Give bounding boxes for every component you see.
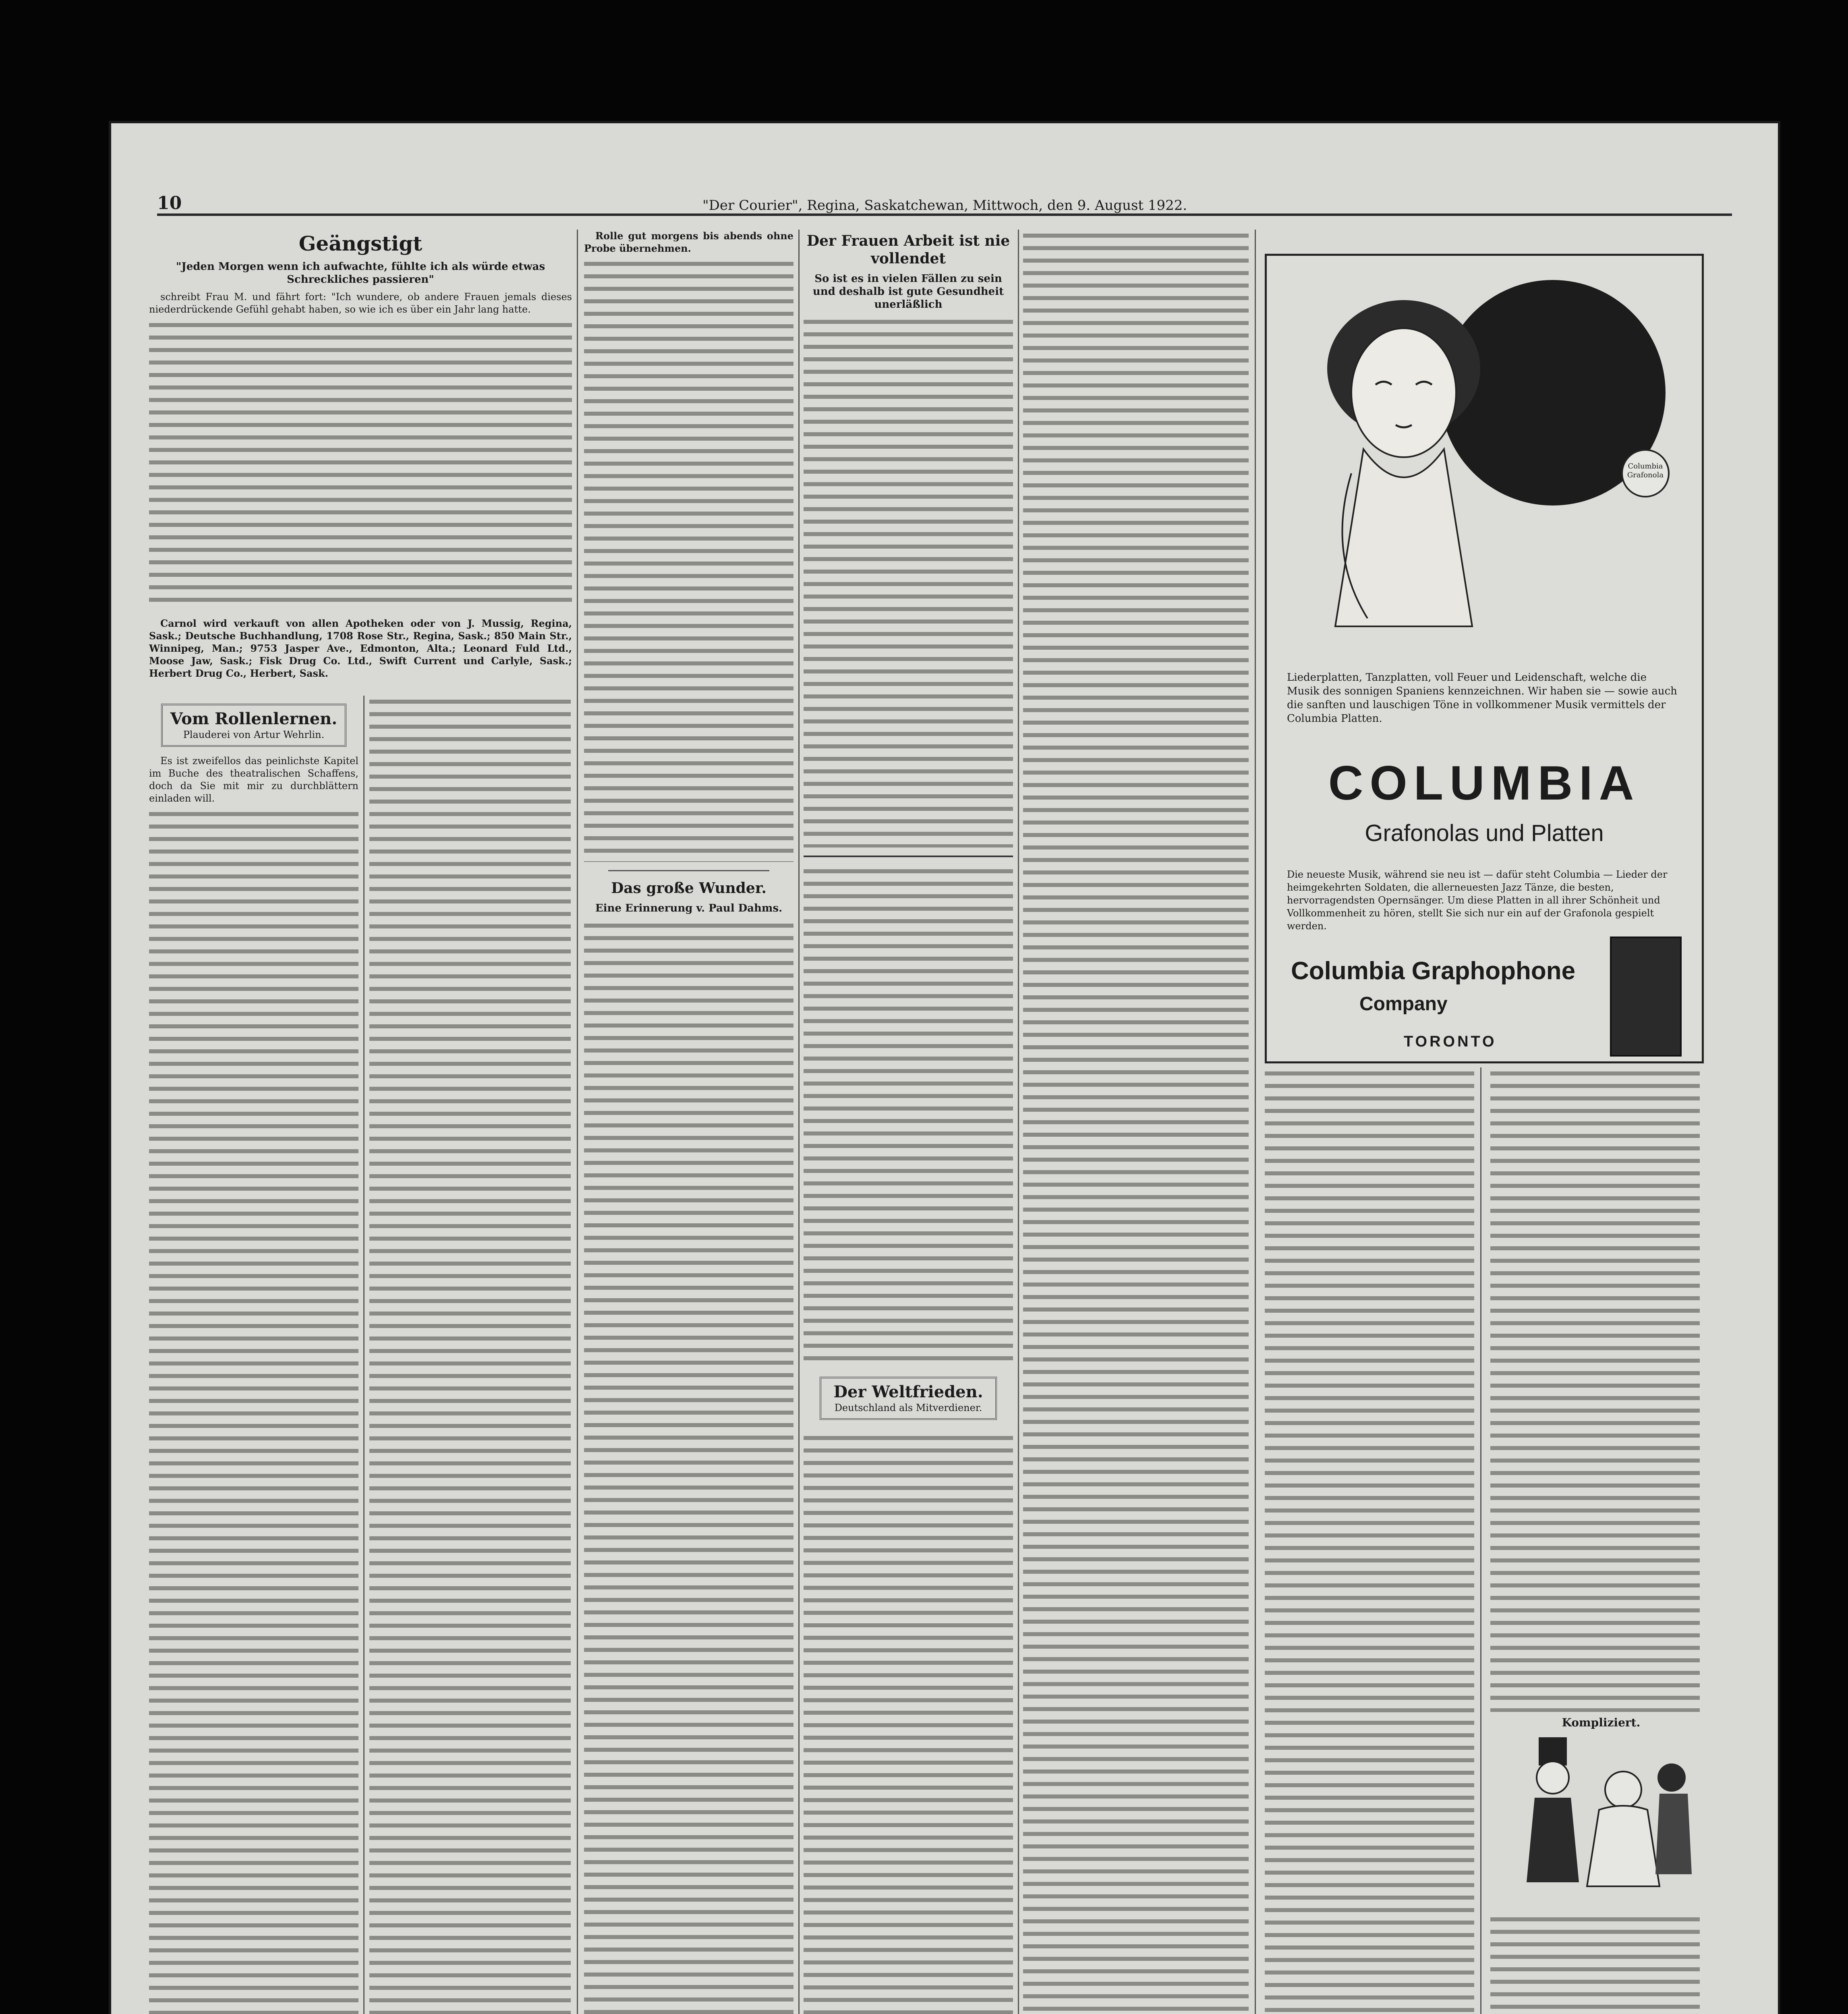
feature-text-lines [149,808,358,2014]
cartoon-text [1490,1913,1700,2014]
column-4 [1023,230,1249,2014]
masthead: "Der Courier", Regina, Saskatchewan, Mittwoch, den 9. August 1922. [702,197,1187,213]
feature-byline: Plauderei von Artur Wehrlin. [183,729,325,740]
column-rule [1255,230,1256,2014]
feature-body: Es ist zweifellos das peinlichste Kapitel im Buche des theatralischen Schaffens, doch da Sie mit mir zu durchblättern einladen will. [149,755,358,804]
wunder-byline: Eine Erinnerung v. Paul Dahms. [595,902,783,914]
brand-subtitle: Grafonolas und Platten [1365,820,1604,846]
ad-intro: Liederplatten, Tanzplatten, voll Feuer und Leidenschaft, welche die Musik des sonnigen Spaniens kennzeichnen. Wir haben sie — sowie auch die sanften und lauschigen Töne in vollkommener Musik vermittels der Columbia Platten. [1287,671,1677,725]
column-4-text-lines [1023,230,1249,2014]
weltfrieden-title: Der Weltfrieden. [833,1382,983,1401]
column-rule [577,230,578,2014]
weltfrieden-text-lines [804,1432,1013,2014]
company-city: TORONTO [1404,1033,1497,1050]
cartoon-illustration [1502,1729,1700,1902]
feature-text-lines-2 [369,696,571,2014]
weltfrieden-box [820,1377,997,1420]
headline-geaengstigt: Geängstigt [298,232,423,255]
column-1 [149,230,572,2014]
page-number: 10 [157,193,182,213]
column-5-left-text [1265,1067,1474,2014]
column-3-text-lines [804,865,1013,1365]
record-label: Columbia Grafonola [1621,449,1670,497]
company-name: Columbia Graphophone [1291,957,1576,985]
column-rule [1018,230,1019,2014]
phonograph-cabinet-icon [1610,937,1682,1057]
column-5-right-text [1490,1067,1700,1712]
article-body: schreibt Frau M. und fährt fort: "Ich wundere, ob andere Frauen jemals dieses niederdrückende Gefühl gehabt haben, so wie ich es über ein Jahr lang hatte. [149,291,572,315]
company-word: Company [1359,993,1448,1015]
column-2-text-lines [584,258,793,862]
headline-frauen: Der Frauen Arbeit ist nie vollendet [806,232,1010,267]
page-header [157,177,1732,216]
ad-body: Die neueste Musik, während sie neu ist — dafür steht Columbia — Lieder der heimgekehrten Soldaten, die allerneuesten Jazz Tänze, die besten, hervorragendsten Opernsänger. Um diese Platten in all ihrer Schönheit und Vollkommenheit zu hören, stellt Sie sich nur ein auf der Grafonola gespielt werden. [1287,869,1668,932]
newspaper-page [109,121,1780,2014]
headline-wunder: Das große Wunder. [611,880,767,897]
retailer-notice: Carnol wird verkauft von allen Apotheken oder von J. Mussig, Regina, Sask.; Deutsche Buchhandlung, 1708 Rose Str., Regina, Sask.; 850 Main Str., Winnipeg, Man.; 9753 Jasper Ave., Edmonton, Alta.; Leonard Fuld Ltd., Moose Jaw, Sask.; Fisk Drug Co. Ltd., Swift Current und Carlyle, Sask.; Herbert Drug Co., Herbert, Sask. [149,617,572,679]
woman-illustration [1283,264,1565,659]
brand-name: COLUMBIA [1328,756,1641,810]
columbia-advertisement [1265,254,1704,1063]
article-text-lines [149,319,572,609]
column-rule [798,230,800,2014]
column-rule [1480,1067,1481,2014]
frauen-subhead: So ist es in vielen Fällen zu sein und deshalb ist gute Gesundheit unerläßlich [812,273,1004,311]
column-3 [804,230,1013,2014]
wunder-text-lines [584,920,793,2014]
weltfrieden-sub: Deutschland als Mitverdiener. [834,1402,982,1413]
column-2 [584,230,793,2014]
lead-quote: "Jeden Morgen wenn ich aufwachte, fühlte ich als würde etwas Schreckliches passieren" [176,261,545,286]
feature-box [161,704,346,747]
cartoon-caption: Kompliziert. [1562,1716,1641,1729]
continued-text: Rolle gut morgens bis abends ohne Probe übernehmen. [584,230,793,254]
feature-title: Vom Rollenlernen. [170,709,338,728]
cartoon [1502,1716,1700,1909]
frauen-text-lines [804,316,1013,847]
